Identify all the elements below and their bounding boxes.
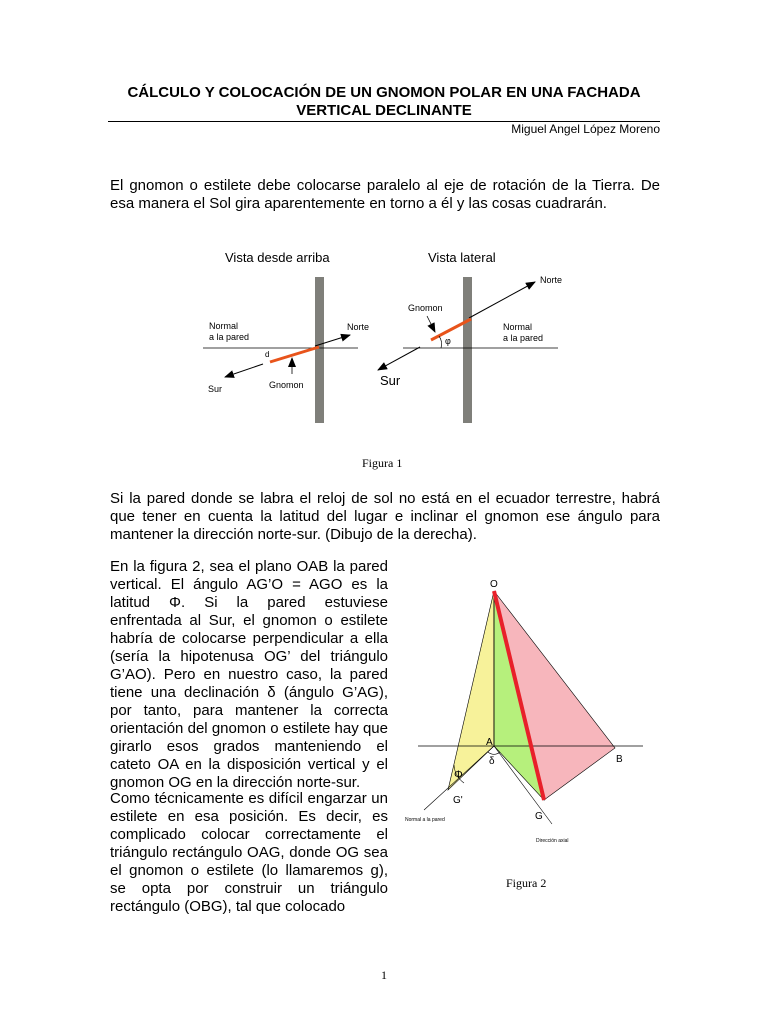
fig2-triangle-yellow — [448, 591, 494, 790]
paragraph-2: Si la pared donde se labra el reloj de sol no está en el ecuador terrestre, habrá que tener en cuenta la latitud del lugar e inclinar el gnomon ese ángulo para mantener la dirección norte-sur. (Dibujo de la derecha). — [110, 490, 660, 543]
fig2-label-G: G — [535, 811, 543, 822]
fig1-right-phi-label: φ — [445, 336, 451, 346]
fig1-left-sur-label: Sur — [208, 384, 223, 394]
fig1-left-d-label: d — [265, 350, 270, 359]
fig2-label-normal: Normal a la pared — [405, 817, 445, 823]
fig1-right-wall — [463, 277, 472, 423]
fig1-right-gnomon-label: Gnomon — [408, 303, 443, 313]
paragraph-intro: El gnomon o estilete debe colocarse paralelo al eje de rotación de la Tierra. De esa manera el Sol gira aparentemente en torno a él y las cosas cuadrarán. — [110, 177, 660, 212]
fig1-right-sur-label: Sur — [380, 373, 401, 388]
paragraph-3: En la figura 2, sea el plano OAB la pared vertical. El ángulo AG’O = AGO es la latitud Φ. Si la pared estuviese enfrentada al Sur, el gnomon o estilete habría de colocarse perpendicular a ella (sería la hipotenusa OG’ del triángulo G’AO). Pero en nuestro caso, la pared tiene una declinación δ (ángulo G’AG), por tanto, para mantener la correcta orientación del gnomon o estilete hay que girarlo esos grados manteniendo el cateto OA en la disposición vertical y el gnomon OG en la dirección norte-sur. — [110, 558, 388, 791]
fig2-delta-arc — [488, 752, 500, 754]
fig1-left-south-arrow — [225, 364, 263, 377]
page-number: 1 — [381, 968, 387, 982]
fig1-right-angle-arc — [439, 336, 442, 348]
figure-1-caption: Figura 1 — [362, 456, 403, 470]
fig2-label-A: A — [486, 737, 493, 748]
fig2-label-O: O — [490, 579, 498, 590]
fig1-right-south-arrow — [378, 347, 420, 370]
fig1-left-gnomon — [270, 347, 319, 362]
fig1-left-gnomon-label: Gnomon — [269, 380, 304, 390]
fig1-right-norte-label: Norte — [540, 275, 563, 285]
fig2-label-B: B — [616, 754, 623, 765]
document-title: CÁLCULO Y COLOCACIÓN DE UN GNOMON POLAR EN UNA FACHADA VERTICAL DECLINANTE — [127, 84, 641, 119]
fig1-right-normal-label-1: Normal — [503, 322, 533, 332]
fig1-left-title: Vista desde arriba — [225, 250, 330, 265]
paragraph-4: Como técnicamente es difícil engarzar un estilete en esa posición. Es decir, es complicado colocar correctamente el triángulo rectángulo OAG, donde OG sea el gnomon o estilete (lo llamaremos g), se opta por construir un triángulo rectángulo (OBG), tal que colocado — [110, 790, 388, 915]
figure-2-caption: Figura 2 — [506, 876, 547, 890]
fig1-left-norte-label: Norte — [347, 322, 370, 332]
fig1-left-wall — [315, 277, 324, 423]
fig2-label-delta: δ — [489, 756, 495, 767]
fig2-label-direction: Dirección axial — [536, 838, 569, 844]
author-name: Miguel Angel López Moreno — [511, 122, 660, 136]
fig1-left-normal-label-2: a la pared — [209, 332, 250, 342]
fig1-right-normal-label-2: a la pared — [503, 333, 544, 343]
fig1-right-title: Vista lateral — [428, 250, 496, 265]
fig2-label-Gprime: G' — [453, 795, 463, 806]
figure-2 — [400, 572, 660, 852]
fig2-label-phi: Φ — [454, 769, 463, 781]
fig1-right-gnomon-pointer — [427, 316, 435, 332]
fig1-right-north-arrow — [469, 282, 535, 318]
figure-1 — [195, 240, 585, 430]
fig1-left-normal-label-1: Normal — [209, 321, 239, 331]
